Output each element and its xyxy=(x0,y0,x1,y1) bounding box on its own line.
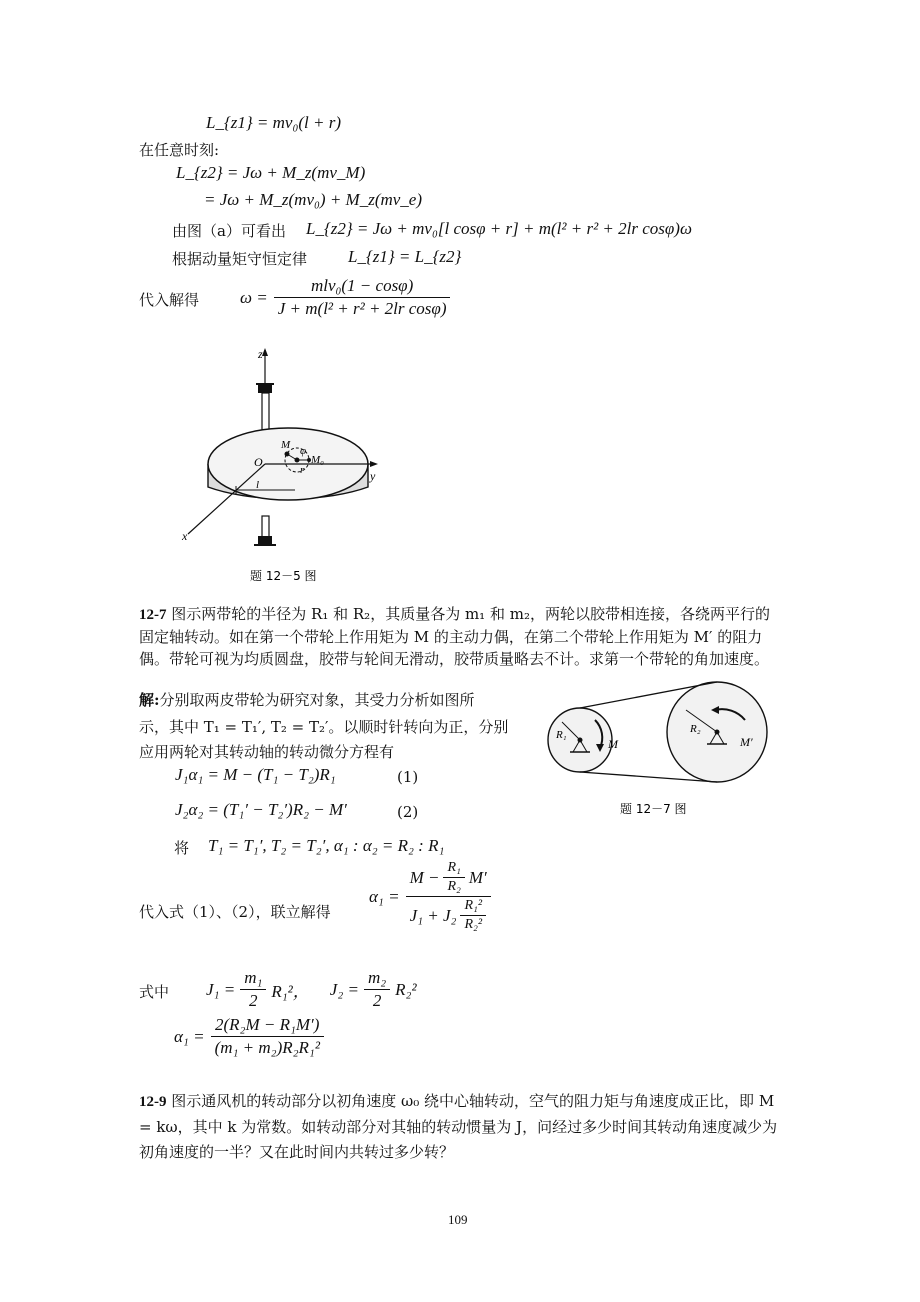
alpha-equation xyxy=(369,860,491,933)
j1-bot: 2 xyxy=(249,991,258,1010)
eq-lz2-a: L_{z2} = Jω + M_z(mv_M) xyxy=(176,163,366,182)
equation-1-tag: (1) xyxy=(397,768,419,786)
eq-lz1: L_{z1} = mv₀(l + r) xyxy=(206,113,342,132)
omega-fraction xyxy=(274,276,451,319)
solution-label: 解: xyxy=(139,691,160,709)
alpha-den-ratio-bot: R₂² xyxy=(464,917,483,932)
problem-12-9-number: 12-9 xyxy=(139,1094,167,1110)
equation-2-tag: (2) xyxy=(397,803,419,821)
alpha-num-ratio xyxy=(443,860,464,895)
label-r2: R₂ xyxy=(690,723,701,735)
axis-label-z: z xyxy=(258,347,263,361)
problem-12-7-number: 12-7 xyxy=(139,607,167,623)
radius-label-r: r xyxy=(300,464,305,476)
alpha-denominator xyxy=(406,897,491,933)
alpha-final-lhs: α₁ = xyxy=(174,1026,205,1046)
j1-fraction xyxy=(240,968,266,1011)
axis-label-x: x xyxy=(182,529,188,543)
alpha-numerator xyxy=(406,860,491,897)
origin-label: O xyxy=(254,455,263,469)
alpha-final-denominator: (m₁ + m₂)R₂R₁² xyxy=(214,1038,320,1057)
label-r1: R₁ xyxy=(556,729,567,741)
point-label-m0: M₀ xyxy=(311,454,324,466)
problem-12-9 xyxy=(139,1089,784,1165)
problem-12-9-text: 图示通风机的转动部分以初角速度 ω₀ 绕中心轴转动，空气的阻力矩与角速度成正比，即 M = kω，其中 k 为常数。如转动部分对其轴的转动惯量为 J，问经过多少时间其转动角速度减少为初角速度的一半？又在此时间内共转过多少转？ xyxy=(139,1092,778,1161)
solution-line-1 xyxy=(139,690,475,711)
equation-1: J₁α₁ = M − (T₁ − T₂)R₁ xyxy=(175,765,336,784)
text-any-moment: 在任意时刻: xyxy=(139,141,220,159)
text-substitute-12: 代入式（1）、（2），联立解得 xyxy=(139,903,331,921)
text-from-figure: 由图（a）可看出 xyxy=(172,222,286,240)
axis-label-y: y xyxy=(370,469,376,483)
figure-12-7-caption: 题 12－7 图 xyxy=(620,802,687,816)
alpha-final-equation xyxy=(174,1015,324,1058)
j2-tail: R₂² xyxy=(395,979,417,999)
omega-denominator: J + m(l² + r² + 2lr cosφ) xyxy=(277,299,447,318)
figure-12-5 xyxy=(170,340,410,590)
alpha-den-ratio xyxy=(460,898,486,933)
omega-numerator: mlv₀(1 − cosφ) xyxy=(274,276,451,298)
solution-text-1: 分别取两皮带轮为研究对象，其受力分析如图所 xyxy=(159,691,475,709)
text-conservation: 根据动量矩守恒定律 xyxy=(172,250,308,268)
j1-lhs: J₁ = xyxy=(206,979,236,999)
figure-12-7 xyxy=(540,680,780,820)
j1-top: m₁ xyxy=(240,968,266,990)
page-number: 109 xyxy=(448,1212,468,1227)
problem-12-7 xyxy=(139,603,784,670)
point-label-m: M xyxy=(281,439,291,451)
label-m: M xyxy=(608,737,618,751)
solution-line-3: 应用两轮对其转动轴的转动微分方程有 xyxy=(139,743,395,761)
omega-equation xyxy=(240,276,450,319)
equation-2: J₂α₂ = (T₁′ − T₂′)R₂ − M′ xyxy=(175,800,347,819)
j1-tail: R₁²， xyxy=(271,982,310,1001)
eq-lz2-b: = Jω + M_z(mv₀) + M_z(mv_e) xyxy=(204,190,423,209)
j2-bot: 2 xyxy=(372,991,382,1010)
j2-lhs: J₂ = xyxy=(329,979,359,999)
alpha-num-ratio-top: R₁ xyxy=(443,860,464,878)
figure-12-5-caption: 题 12－5 图 xyxy=(250,569,317,583)
j2-top: m₂ xyxy=(364,968,390,990)
alpha-num-m: M − xyxy=(409,867,440,887)
alpha-den-j: J₁ + J₂ xyxy=(409,905,457,925)
alpha-final-fraction xyxy=(211,1015,324,1058)
alpha-fraction xyxy=(406,860,491,933)
inertia-equations xyxy=(206,968,417,1011)
alpha-lhs: α₁ = xyxy=(369,886,400,906)
text-jiang: 将 xyxy=(174,839,190,857)
omega-lhs: ω = xyxy=(240,287,268,307)
alpha-final-numerator: 2(R₂M − R₁M′) xyxy=(211,1015,324,1037)
alpha-num-ratio-bot: R₂ xyxy=(447,879,461,894)
alpha-den-ratio-top: R₁² xyxy=(460,898,486,916)
equation-relations: T₁ = T₁′, T₂ = T₂′, α₁ : α₂ = R₂ : R₁ xyxy=(208,836,445,855)
j2-fraction xyxy=(364,968,390,1011)
angle-label-phi: φ xyxy=(300,445,307,457)
eq-conservation: L_{z1} = L_{z2} xyxy=(348,247,462,266)
solution-line-2: 示，其中 T₁ = T₁′, T₂ = T₂′。以顺时针转向为正，分别 xyxy=(139,718,509,736)
text-where: 式中 xyxy=(139,983,170,1001)
eq-lz2-c: L_{z2} = Jω + mv₀[l cosφ + r] + m(l² + r² + 2lr cosφ)ω xyxy=(306,219,692,238)
problem-12-7-text: 图示两带轮的半径为 R₁ 和 R₂，其质量各为 m₁ 和 m₂，两轮以胶带相连接，各绕两平行的固定轴转动。如在第一个带轮上作用矩为 M 的主动力偶，在第二个带轮上作用矩为 M′ 的阻力偶。带轮可视为均质圆盘，胶带与轮间无滑动，胶带质量略去不计。求第一个带轮的角加速度。 xyxy=(139,605,770,668)
distance-label-l: l xyxy=(256,479,260,491)
alpha-num-mprime: M′ xyxy=(468,867,487,887)
label-mprime: M′ xyxy=(740,735,753,749)
text-substitute: 代入解得 xyxy=(139,291,200,309)
